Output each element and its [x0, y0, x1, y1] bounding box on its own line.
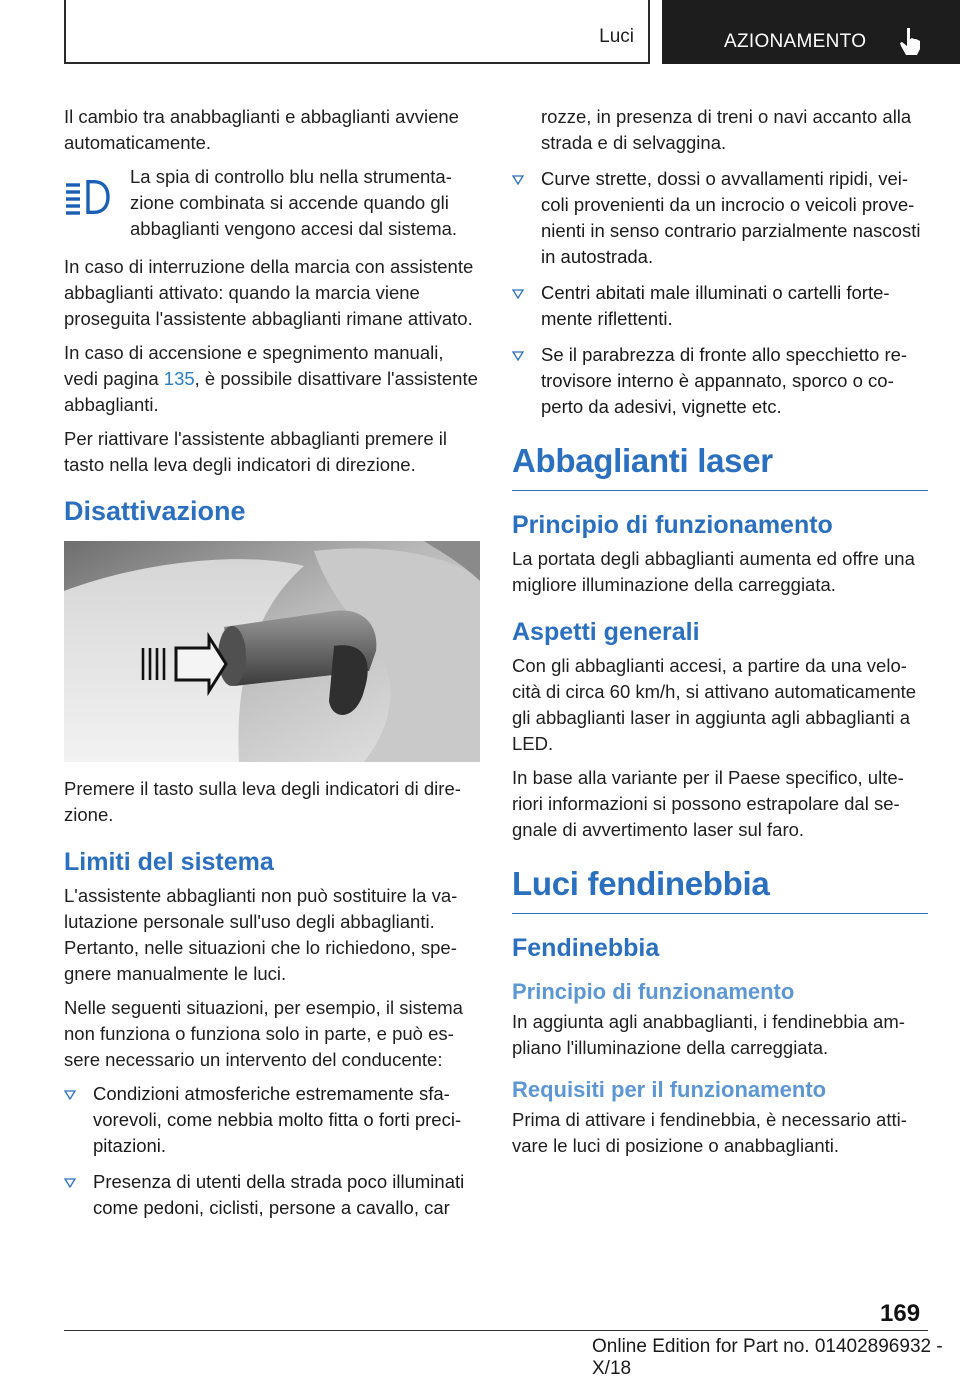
list-item-text: Condizioni atmosferiche estremamente sfavorevoli, come nebbia molto fitta o forti precipitazioni.: [93, 1083, 462, 1156]
intro-paragraph: Il cambio tra anabbaglianti e abbaglianti avviene automaticamente.: [64, 106, 459, 153]
heading-luci-fendinebbia: Luci fendinebbia: [512, 865, 928, 914]
heading-abbaglianti-laser: Abbaglianti laser: [512, 442, 928, 491]
page-link-135[interactable]: 135: [163, 368, 195, 389]
heading-limiti: Limiti del sistema: [64, 848, 274, 876]
list-item: [64, 1081, 480, 1159]
triangle-bullet-icon: [512, 351, 524, 361]
header-chapter-box: [662, 0, 960, 64]
paragraph-limiti-2: Nelle seguenti situazioni, per esempio, il sistema non funziona o funziona solo in parte, e può essere necessario un intervento del conducente:: [64, 997, 463, 1070]
photo-caption: Premere il tasto sulla leva degli indicatori di direzione.: [64, 778, 461, 825]
paragraph-requisiti: Prima di attivare i fendinebbia, è necessario attivare le luci di posizione o anabbaglianti.: [512, 1109, 907, 1156]
list-item-text: Curve strette, dossi o avvallamenti ripidi, veicoli provenienti da un incrocio o veicoli provenienti in senso contrario parzialmente nascosti in autostrada.: [541, 168, 921, 267]
page-number: 169: [880, 1300, 921, 1327]
list-item: [64, 1169, 480, 1221]
paragraph-interruption: In caso di interruzione della marcia con assistente abbaglianti attivato: quando la marcia viene proseguita l'assistente abbaglianti rimane attivato.: [64, 256, 474, 329]
heading-principio: Principio di funzionamento: [512, 511, 833, 539]
paragraph-manual: [64, 340, 480, 418]
header-section-label: Luci: [599, 26, 634, 47]
left-column: [64, 104, 480, 1231]
heading-requisiti: Requisiti per il funzionamento: [512, 1077, 827, 1102]
turn-signal-lever-photo: [64, 541, 480, 762]
limits-list-left: [64, 1081, 480, 1221]
paragraph-principio: La portata degli abbaglianti aumenta ed offre una migliore illuminazione della carreggiata.: [512, 548, 915, 595]
footer-divider: [64, 1330, 928, 1331]
triangle-bullet-icon: [512, 289, 524, 299]
list-item: [512, 342, 928, 420]
paragraph-limiti-1: L'assistente abbaglianti non può sostituire la valutazione personale sull'uso degli abbaglianti. Pertanto, nelle situazioni che lo richiedono, spegnere manualmente le luci.: [64, 885, 458, 984]
paragraph-manual-text-b: , è possibile disattivare l'assistente abbaglianti.: [64, 368, 478, 415]
paragraph-reactivate: Per riattivare l'assistente abbaglianti premere il tasto nella leva degli indicatori di direzione.: [64, 428, 447, 475]
list-item: [512, 166, 928, 270]
heading-aspetti: Aspetti generali: [512, 618, 700, 646]
paragraph-aspetti-2: In base alla variante per il Paese specifico, ulteriori informazioni si possono estrapolare dal segnale di avvertimento laser sul faro.: [512, 767, 904, 840]
list-item-text: Presenza di utenti della strada poco illuminati come pedoni, ciclisti, persone a cavallo, car: [93, 1171, 465, 1218]
list-item-text: Se il parabrezza di fronte allo specchietto retrovisore interno è appannato, sporco o coperto da adesivi, vignette etc.: [541, 344, 908, 417]
high-beam-indicator-icon: [64, 180, 110, 214]
triangle-bullet-icon: [64, 1090, 76, 1100]
limits-list-right: [512, 166, 928, 420]
list-continuation: rozze, in presenza di treni o navi accanto alla strada e di selvaggina.: [541, 106, 912, 153]
edition-text: Online Edition for Part no. 01402896932 - X/18: [592, 1336, 943, 1379]
paragraph-aspetti-1: Con gli abbaglianti accesi, a partire da una velocità di circa 60 km/h, si attivano automaticamente gli abbaglianti laser in aggiunta agli abbaglianti a LED.: [512, 655, 917, 754]
paragraph-principio-2: In aggiunta agli anabbaglianti, i fendinebbia ampliano l'illuminazione della carreggiata.: [512, 1011, 905, 1058]
header-chapter-label: AZIONAMENTO: [724, 31, 867, 52]
list-item: [512, 280, 928, 332]
list-item-text: Centri abitati male illuminati o cartelli fortemente riflettenti.: [541, 282, 890, 329]
header-section-box: [64, 0, 650, 64]
heading-disattivazione: Disattivazione: [64, 496, 246, 526]
indicator-note: [64, 164, 480, 242]
hand-pointer-icon: [898, 26, 924, 56]
right-column: [512, 104, 928, 1167]
triangle-bullet-icon: [64, 1178, 76, 1188]
paragraph-manual-text-a: In caso di accensione e spegnimento manuali, vedi pagina: [64, 342, 444, 389]
heading-fendinebbia: Fendinebbia: [512, 934, 660, 962]
indicator-text: La spia di controllo blu nella strumentazione combinata si accende quando gli abbaglianti vengono accesi dal sistema.: [130, 166, 458, 239]
heading-principio-2: Principio di funzionamento: [512, 979, 795, 1004]
triangle-bullet-icon: [512, 175, 524, 185]
